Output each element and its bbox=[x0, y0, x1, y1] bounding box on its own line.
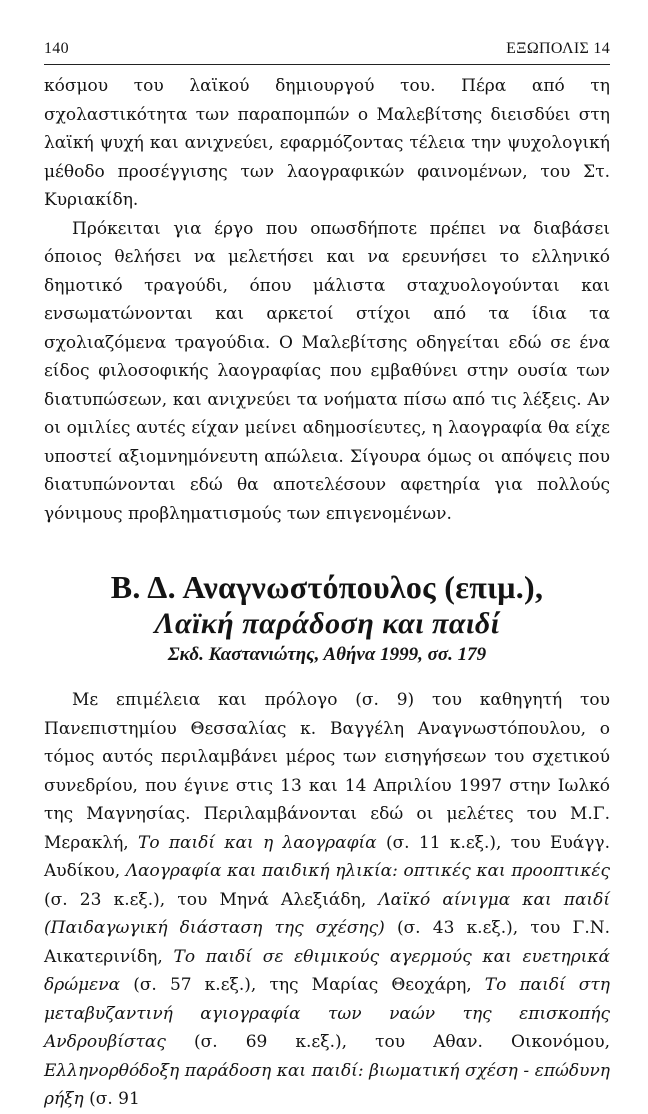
review-text-7: (σ. 91 bbox=[83, 1089, 140, 1109]
page-number: 140 bbox=[44, 40, 69, 57]
review-text-2: (σ. 11 κ.εξ.), του Ευάγγ. Αυδίκου, bbox=[44, 832, 610, 881]
review-text-5: (σ. 57 κ.εξ.), της Μαρίας Θεοχάρη, bbox=[120, 975, 485, 995]
review-title-1: Το παιδί και η λαογραφία bbox=[137, 832, 377, 853]
review-heading bbox=[44, 568, 610, 668]
review-book-author: Β. Δ. Αναγνωστόπουλος (επιμ.), bbox=[110, 569, 544, 605]
review-text-4: (σ. 43 κ.εξ.), του Γ.Ν. Αικατερινίδη, bbox=[44, 918, 610, 967]
review-title-2: Λαογραφία και παιδική ηλικία: οπτικές και προοπτικές bbox=[125, 861, 611, 881]
review-title-3: Λαϊκό αίνιγμα και παιδί (Παιδαγωγική διάσταση της σχέσης) bbox=[44, 889, 610, 938]
review-paragraph bbox=[44, 686, 610, 1114]
review-text-1: Με επιμέλεια και πρόλογο (σ. 9) του καθηγητή του Πανεπιστημίου Θεσσαλίας κ. Βαγγέλη Αναγνωστόπουλου, ο τόμος αυτός περιλαμβάνει μέρος των εισηγήσεων του σχετικού συνεδρίου, που έγινε στις 13 και 14 Απριλίου 1997 στην Ιωλκό της Μαγνησίας. Περιλαμβάνονται εδώ οι μελέτες του Μ.Γ. Μερακλή, bbox=[44, 690, 610, 853]
review-publication-info: Σκδ. Καστανιώτης, Αθήνα 1999, σσ. 179 bbox=[167, 644, 487, 665]
review-text-3: (σ. 23 κ.εξ.), του Μηνά Αλεξιάδη, bbox=[44, 889, 379, 910]
running-title: ΕΞΩΠΟΛΙΣ 14 bbox=[506, 40, 610, 57]
page-body bbox=[44, 72, 610, 1114]
review-book-title: Λαϊκή παράδοση και παιδί bbox=[154, 607, 500, 640]
review-text-6: (σ. 69 κ.εξ.), του Αθαν. Οικονόμου, bbox=[165, 1032, 610, 1052]
review-title-6: Ελληνορθόδοξη παράδοση και παιδί: βιωματική σχέση - επώδυνη ρήξη bbox=[44, 1060, 610, 1109]
review-title-4: Το παιδί σε εθιμικούς αγερμούς και ευετηρικά δρώμενα bbox=[44, 946, 610, 995]
previous-review-paragraph-2: Πρόκειται για έργο που οπωσδήποτε πρέπει να διαβάσει όποιος θελήσει να μελετήσει και να ερευνήσει το ελληνικό δημοτικό τραγούδι, όπου μάλιστα σταχυολογούνται και ενσωματώνονται και αρκετοί στίχοι από τα ίδια τα σχολιαζόμενα τραγούδια. Ο Μαλεβίτσης οδηγείται εδώ σε ένα είδος φιλοσοφικής λαογραφίας που εμβαθύνει στην ουσία των διατυπώσεων, και ανιχνεύει τα νοήματα πίσω από τις λέξεις. Αν οι ομιλίες αυτές είχαν μείνει αδημοσίευτες, η λαογραφία θα είχε υποστεί αξιομνημόνευτη απώλεια. Σίγουρα όμως οι απόψεις που διατυπώνονται εδώ θα αποτελέσουν αφετηρία για πολλούς γόνιμους προβληματισμούς των επιγενομένων. bbox=[44, 218, 610, 524]
previous-review-paragraph-1: κόσμου του λαϊκού δημιουργού του. Πέρα από τη σχολαστικότητα των παραπομπών ο Μαλεβίτσης διεισδύει στη λαϊκή ψυχή και ανιχνεύει, εφαρμόζοντας τέλεια την ψυχολογική μέθοδο προσέγγισης των λαογραφικών φαινομένων, του Στ. Κυριακίδη. bbox=[44, 76, 610, 210]
review-title-5: Το παιδί στη μεταβυζαντινή αγιογραφία των ναών της επισκοπής Ανδρουβίστας bbox=[44, 975, 610, 1052]
page-header bbox=[44, 38, 610, 65]
